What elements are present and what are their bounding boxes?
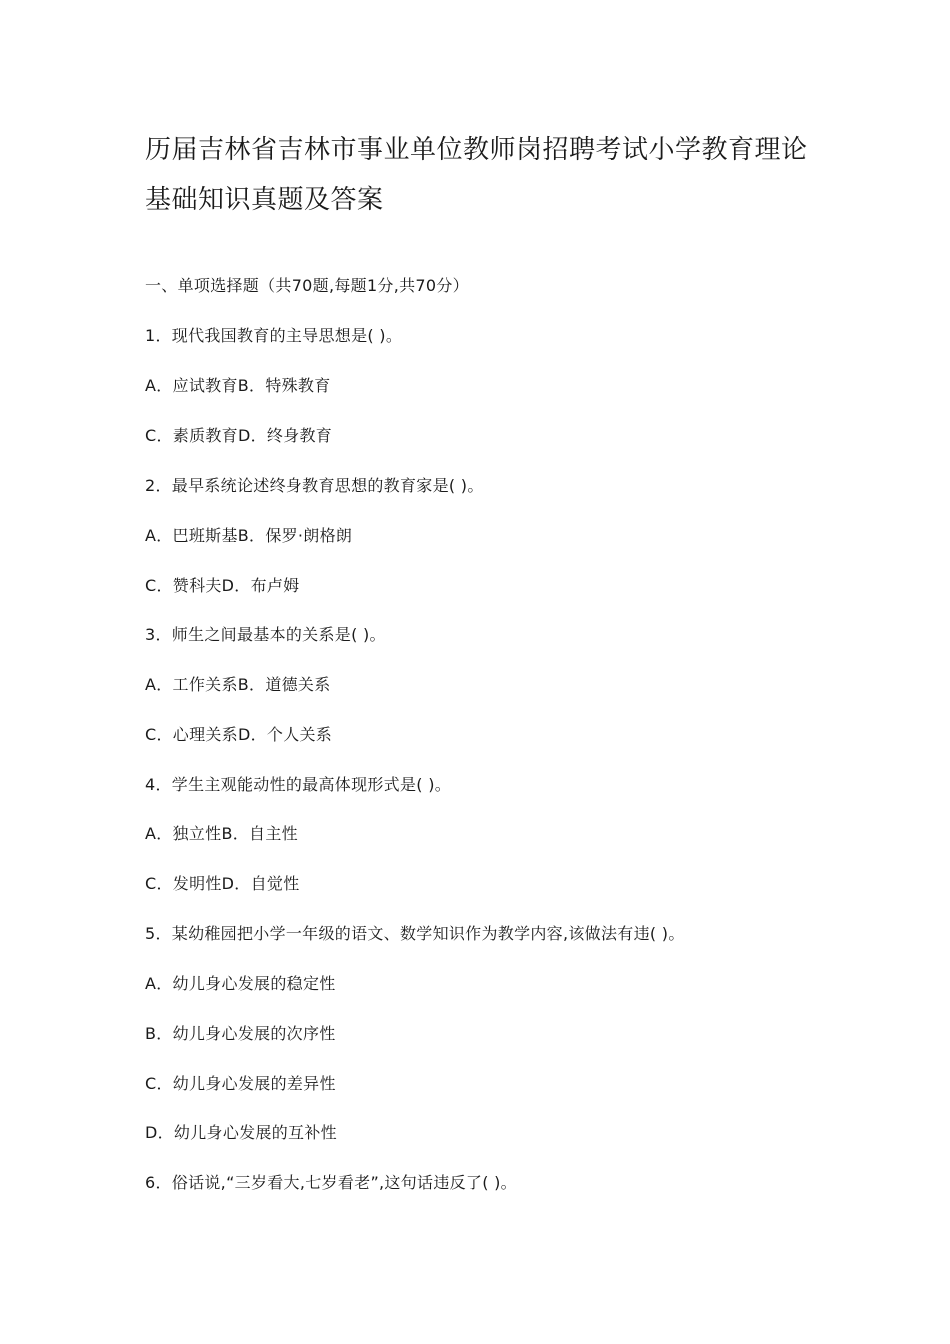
question-stem: 4．学生主观能动性的最高体现形式是( )。	[145, 775, 452, 794]
question-option: D．幼儿身心发展的互补性	[145, 1123, 337, 1142]
question-option: C．素质教育D．终身教育	[145, 426, 333, 445]
question-option: B．幼儿身心发展的次序性	[145, 1024, 336, 1043]
question-option: A．独立性B．自主性	[145, 824, 298, 843]
question-option: C．赞科夫D．布卢姆	[145, 576, 300, 595]
question-stem: 2．最早系统论述终身教育思想的教育家是( )。	[145, 476, 484, 495]
question-stem: 3．师生之间最基本的关系是( )。	[145, 625, 386, 644]
question-stem: 1．现代我国教育的主导思想是( )。	[145, 326, 403, 345]
question-stem: 5．某幼稚园把小学一年级的语文、数学知识作为教学内容,该做法有违( )。	[145, 924, 685, 943]
question-stem: 6．俗话说,“三岁看大,七岁看老”,这句话违反了( )。	[145, 1173, 517, 1192]
document-title-line-2: 基础知识真题及答案	[145, 185, 384, 215]
question-option: C．发明性D．自觉性	[145, 874, 300, 893]
question-option: A．幼儿身心发展的稳定性	[145, 974, 336, 993]
question-option: C．心理关系D．个人关系	[145, 725, 333, 744]
question-option: C．幼儿身心发展的差异性	[145, 1074, 336, 1093]
section-heading: 一、单项选择题（共70题,每题1分,共70分）	[145, 276, 469, 295]
question-option: A．工作关系B．道德关系	[145, 675, 331, 694]
question-option: A．应试教育B．特殊教育	[145, 376, 331, 395]
document-title-line-1: 历届吉林省吉林市事业单位教师岗招聘考试小学教育理论	[145, 135, 808, 165]
question-option: A．巴班斯基B．保罗·朗格朗	[145, 526, 353, 545]
